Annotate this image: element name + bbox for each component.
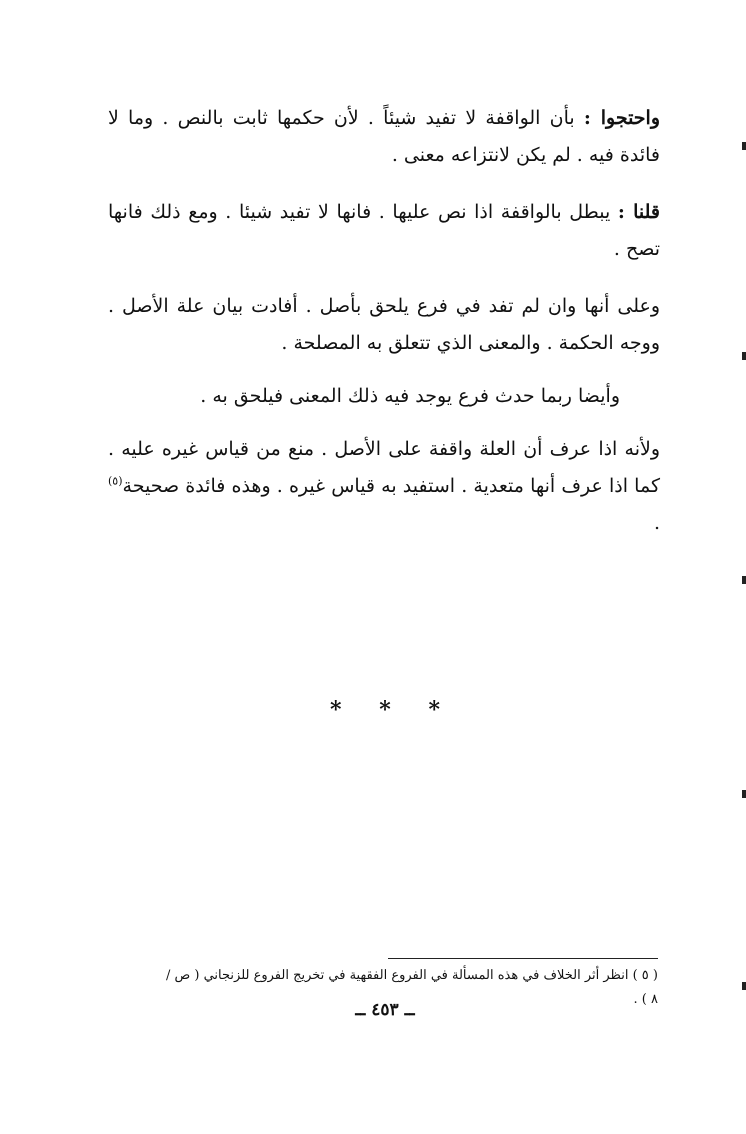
paragraph-lead: قلنا : xyxy=(617,201,660,223)
star-ornament: * xyxy=(428,697,440,723)
scan-edge-mark xyxy=(742,790,746,798)
section-separator xyxy=(330,697,440,723)
footnote-divider xyxy=(388,958,658,959)
star-ornament: * xyxy=(330,697,342,723)
page-number: ــ ٤٥٣ ــ xyxy=(355,1000,415,1020)
scan-edge-mark xyxy=(742,142,746,150)
paragraph-lead: واحتجوا : xyxy=(583,107,661,129)
paragraph-tail: . xyxy=(653,512,660,534)
paragraph-new-branch xyxy=(108,378,660,415)
scan-edge-mark xyxy=(742,982,746,990)
star-ornament: * xyxy=(379,697,391,723)
paragraph-text: يبطل بالواقفة اذا نص عليها . فانها لا تفيد شيئا . ومع ذلك فانها تصح . xyxy=(108,201,660,260)
scan-edge-mark xyxy=(742,352,746,360)
paragraph-argument xyxy=(108,100,660,174)
paragraph-conclusion xyxy=(108,431,660,542)
paragraph-text: وأيضا ربما حدث فرع يوجد فيه ذلك المعنى فيلحق به . xyxy=(200,385,620,407)
paragraph-text: بأن الواقفة لا تفيد شيئاً . لأن حكمها ثابت بالنص . وما لا فائدة فيه . لم يكن لانتزاعه معنى . xyxy=(108,107,660,166)
footnote: ( ٥ ) انظر أثر الخلاف في هذه المسألة في الفروع الفقهية في تخريج الفروع للزنجاني ( ص / ٨ ) . xyxy=(166,968,658,1007)
paragraph-text: ولأنه اذا عرف أن العلة واقفة على الأصل . منع من قياس غيره عليه . كما اذا عرف أنها متعدية . استفيد به قياس غيره . وهذه فائدة صحيحة xyxy=(108,438,660,497)
paragraph-response xyxy=(108,194,660,268)
paragraph-text: وعلى أنها وان لم تفد في فرع يلحق بأصل . أفادت بيان علة الأصل . ووجه الحكمة . والمعنى الذي تتعلق به المصلحة . xyxy=(108,295,660,354)
scan-edge-mark xyxy=(742,576,746,584)
footnote-reference[interactable]: (٥) xyxy=(108,474,123,488)
paragraph-benefit xyxy=(108,288,660,362)
main-text xyxy=(108,100,660,542)
